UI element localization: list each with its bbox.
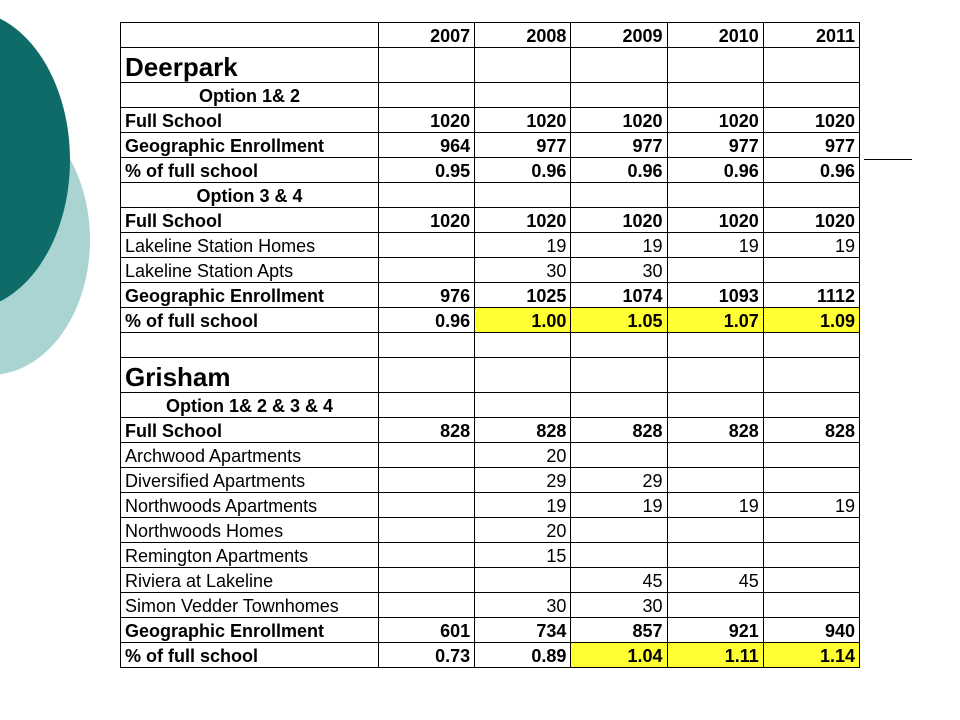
value-cell bbox=[475, 568, 571, 593]
table-row bbox=[121, 133, 860, 158]
value-cell bbox=[571, 333, 667, 358]
value-cell bbox=[667, 48, 763, 83]
value-cell bbox=[763, 593, 859, 618]
value-cell: 1020 bbox=[571, 108, 667, 133]
value-cell bbox=[475, 183, 571, 208]
value-cell: 15 bbox=[475, 543, 571, 568]
value-cell bbox=[379, 358, 475, 393]
value-cell: 977 bbox=[763, 133, 859, 158]
value-cell: 964 bbox=[379, 133, 475, 158]
row-label: Grisham bbox=[121, 358, 379, 393]
value-cell bbox=[763, 258, 859, 283]
table-row bbox=[121, 333, 860, 358]
value-cell: 30 bbox=[571, 593, 667, 618]
value-cell: 0.96 bbox=[379, 308, 475, 333]
value-cell bbox=[475, 83, 571, 108]
value-cell: 19 bbox=[571, 493, 667, 518]
value-cell: 0.89 bbox=[475, 643, 571, 668]
value-cell: 0.96 bbox=[571, 158, 667, 183]
value-cell: 19 bbox=[667, 233, 763, 258]
value-cell: 1.14 bbox=[763, 643, 859, 668]
table-row bbox=[121, 568, 860, 593]
value-cell: 1020 bbox=[763, 208, 859, 233]
value-cell: 1020 bbox=[667, 208, 763, 233]
row-label: Option 3 & 4 bbox=[121, 183, 379, 208]
value-cell: 828 bbox=[571, 418, 667, 443]
option-row bbox=[121, 393, 860, 418]
value-cell bbox=[667, 183, 763, 208]
value-cell: 20 bbox=[475, 443, 571, 468]
row-label: % of full school bbox=[121, 308, 379, 333]
value-cell bbox=[763, 443, 859, 468]
value-cell bbox=[379, 258, 475, 283]
value-cell: 977 bbox=[667, 133, 763, 158]
year-header-cell: 2007 bbox=[379, 23, 475, 48]
row-label: Full School bbox=[121, 108, 379, 133]
value-cell: 29 bbox=[475, 468, 571, 493]
row-label: Geographic Enrollment bbox=[121, 133, 379, 158]
value-cell bbox=[475, 393, 571, 418]
value-cell bbox=[379, 443, 475, 468]
header-blank-cell bbox=[121, 23, 379, 48]
table-row bbox=[121, 468, 860, 493]
value-cell: 1020 bbox=[379, 208, 475, 233]
value-cell bbox=[763, 568, 859, 593]
value-cell: 828 bbox=[667, 418, 763, 443]
value-cell bbox=[571, 543, 667, 568]
year-header-row bbox=[121, 23, 860, 48]
table-row bbox=[121, 643, 860, 668]
value-cell bbox=[763, 358, 859, 393]
value-cell bbox=[379, 233, 475, 258]
value-cell: 1020 bbox=[379, 108, 475, 133]
value-cell: 30 bbox=[475, 258, 571, 283]
value-cell bbox=[667, 468, 763, 493]
value-cell bbox=[379, 543, 475, 568]
value-cell: 19 bbox=[763, 233, 859, 258]
value-cell bbox=[379, 183, 475, 208]
value-cell: 1020 bbox=[475, 108, 571, 133]
value-cell bbox=[763, 48, 859, 83]
value-cell: 29 bbox=[571, 468, 667, 493]
value-cell bbox=[379, 48, 475, 83]
value-cell bbox=[763, 183, 859, 208]
value-cell bbox=[571, 83, 667, 108]
value-cell: 30 bbox=[571, 258, 667, 283]
value-cell bbox=[379, 393, 475, 418]
option-row bbox=[121, 83, 860, 108]
value-cell: 1.09 bbox=[763, 308, 859, 333]
value-cell: 1093 bbox=[667, 283, 763, 308]
table-row bbox=[121, 233, 860, 258]
value-cell: 19 bbox=[763, 493, 859, 518]
row-label: Lakeline Station Apts bbox=[121, 258, 379, 283]
value-cell: 0.96 bbox=[667, 158, 763, 183]
value-cell: 45 bbox=[571, 568, 667, 593]
table-row bbox=[121, 543, 860, 568]
year-header-cell: 2008 bbox=[475, 23, 571, 48]
value-cell bbox=[571, 183, 667, 208]
value-cell: 976 bbox=[379, 283, 475, 308]
value-cell: 1020 bbox=[571, 208, 667, 233]
table-row bbox=[121, 418, 860, 443]
value-cell: 1.04 bbox=[571, 643, 667, 668]
value-cell bbox=[763, 333, 859, 358]
value-cell: 19 bbox=[475, 233, 571, 258]
row-label: Riviera at Lakeline bbox=[121, 568, 379, 593]
table-row bbox=[121, 593, 860, 618]
side-line bbox=[864, 159, 912, 160]
value-cell: 1020 bbox=[763, 108, 859, 133]
value-cell bbox=[475, 48, 571, 83]
value-cell bbox=[379, 518, 475, 543]
year-header-cell: 2009 bbox=[571, 23, 667, 48]
row-label: Full School bbox=[121, 418, 379, 443]
row-label: Geographic Enrollment bbox=[121, 283, 379, 308]
table-row bbox=[121, 108, 860, 133]
value-cell: 20 bbox=[475, 518, 571, 543]
row-label: % of full school bbox=[121, 643, 379, 668]
value-cell bbox=[763, 543, 859, 568]
value-cell: 828 bbox=[379, 418, 475, 443]
value-cell bbox=[379, 593, 475, 618]
value-cell: 19 bbox=[571, 233, 667, 258]
value-cell bbox=[667, 333, 763, 358]
value-cell: 19 bbox=[475, 493, 571, 518]
table-row bbox=[121, 618, 860, 643]
value-cell bbox=[667, 393, 763, 418]
row-label: Geographic Enrollment bbox=[121, 618, 379, 643]
value-cell bbox=[763, 518, 859, 543]
value-cell: 1.05 bbox=[571, 308, 667, 333]
value-cell bbox=[475, 333, 571, 358]
value-cell: 940 bbox=[763, 618, 859, 643]
table-row bbox=[121, 258, 860, 283]
value-cell bbox=[571, 358, 667, 393]
option-row bbox=[121, 183, 860, 208]
value-cell bbox=[763, 468, 859, 493]
value-cell bbox=[667, 83, 763, 108]
table-row bbox=[121, 308, 860, 333]
value-cell: 857 bbox=[571, 618, 667, 643]
value-cell: 1025 bbox=[475, 283, 571, 308]
school-name-row bbox=[121, 358, 860, 393]
value-cell: 45 bbox=[667, 568, 763, 593]
value-cell: 828 bbox=[763, 418, 859, 443]
value-cell bbox=[667, 443, 763, 468]
value-cell: 1020 bbox=[667, 108, 763, 133]
table-row bbox=[121, 493, 860, 518]
value-cell bbox=[763, 393, 859, 418]
table-row bbox=[121, 158, 860, 183]
row-label: Northwoods Apartments bbox=[121, 493, 379, 518]
school-name-row bbox=[121, 48, 860, 83]
value-cell: 1.07 bbox=[667, 308, 763, 333]
value-cell: 1112 bbox=[763, 283, 859, 308]
value-cell: 977 bbox=[571, 133, 667, 158]
value-cell: 0.96 bbox=[763, 158, 859, 183]
row-label: Option 1& 2 bbox=[121, 83, 379, 108]
value-cell bbox=[667, 543, 763, 568]
value-cell bbox=[379, 493, 475, 518]
value-cell bbox=[667, 258, 763, 283]
value-cell: 1.11 bbox=[667, 643, 763, 668]
value-cell: 921 bbox=[667, 618, 763, 643]
value-cell: 1.00 bbox=[475, 308, 571, 333]
value-cell bbox=[379, 568, 475, 593]
value-cell: 0.73 bbox=[379, 643, 475, 668]
value-cell bbox=[571, 393, 667, 418]
value-cell: 977 bbox=[475, 133, 571, 158]
enrollment-table bbox=[120, 22, 860, 668]
value-cell: 19 bbox=[667, 493, 763, 518]
row-label: Simon Vedder Townhomes bbox=[121, 593, 379, 618]
value-cell bbox=[667, 358, 763, 393]
value-cell bbox=[475, 358, 571, 393]
value-cell: 601 bbox=[379, 618, 475, 643]
value-cell bbox=[379, 333, 475, 358]
row-label: Option 1& 2 & 3 & 4 bbox=[121, 393, 379, 418]
value-cell bbox=[667, 593, 763, 618]
row-label: Full School bbox=[121, 208, 379, 233]
row-label bbox=[121, 333, 379, 358]
value-cell bbox=[571, 48, 667, 83]
value-cell: 828 bbox=[475, 418, 571, 443]
table-row bbox=[121, 518, 860, 543]
row-label: Remington Apartments bbox=[121, 543, 379, 568]
value-cell: 0.95 bbox=[379, 158, 475, 183]
value-cell: 30 bbox=[475, 593, 571, 618]
value-cell bbox=[571, 518, 667, 543]
row-label: Northwoods Homes bbox=[121, 518, 379, 543]
row-label: Archwood Apartments bbox=[121, 443, 379, 468]
row-label: Diversified Apartments bbox=[121, 468, 379, 493]
row-label: Lakeline Station Homes bbox=[121, 233, 379, 258]
value-cell bbox=[379, 468, 475, 493]
value-cell bbox=[571, 443, 667, 468]
table-row bbox=[121, 443, 860, 468]
year-header-cell: 2010 bbox=[667, 23, 763, 48]
value-cell bbox=[763, 83, 859, 108]
table-row bbox=[121, 208, 860, 233]
value-cell bbox=[379, 83, 475, 108]
value-cell: 0.96 bbox=[475, 158, 571, 183]
year-header-cell: 2011 bbox=[763, 23, 859, 48]
value-cell: 1074 bbox=[571, 283, 667, 308]
value-cell bbox=[667, 518, 763, 543]
table-row bbox=[121, 283, 860, 308]
value-cell: 734 bbox=[475, 618, 571, 643]
value-cell: 1020 bbox=[475, 208, 571, 233]
row-label: % of full school bbox=[121, 158, 379, 183]
row-label: Deerpark bbox=[121, 48, 379, 83]
